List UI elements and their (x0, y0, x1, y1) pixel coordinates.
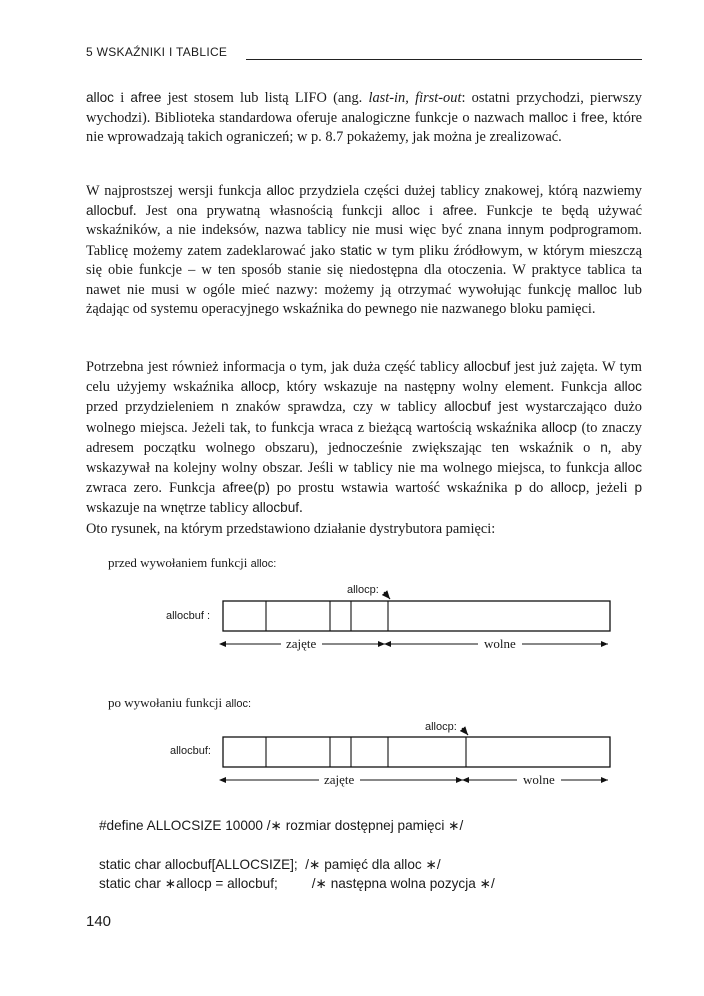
diagram-after-buffer-label: allocbuf: (170, 745, 211, 757)
inline-code: allocbuf (252, 500, 300, 516)
code-line-allocp: static char ∗allocp = allocbuf; /∗ następna wolna pozycja ∗/ (99, 876, 495, 891)
before-buffer-box (223, 601, 610, 631)
diagram-before-pointer-label: allocp: (347, 584, 379, 596)
diagram-after (223, 728, 610, 780)
inline-code: p (514, 480, 523, 496)
diagram-before (223, 592, 610, 644)
inline-code: afree (442, 203, 474, 219)
inline-code: allocp (240, 379, 277, 395)
diagram-after-used-label: zajęte (324, 772, 355, 787)
diagram-before-free-label: wolne (481, 636, 519, 652)
inline-code: alloc (86, 90, 114, 105)
diagram-after-pointer-label: allocp: (425, 721, 457, 733)
paragraph-3: Potrzebna jest również informacja o tym, jak duża część tablicy allocbuf jest już zajęta. W tym celu użyjemy wskaźnika allocp, który wskazuje na następny wolny element. Funkcja alloc przed przydzieleniem n znaków sprawdza, czy w tablicy allocbuf jest wystarczająco dużo wolnego miejsca. Jeżeli tak, to funkcja wraca z bieżącą wartością wskaźnika allocp (to znaczy adresem początku wolnego obszaru), jednocześnie zwiększając ten wskaźnik o n, aby wskazywał na kolejny wolny obszar. Jeśli w tablicy nie ma wolnego miejsca, to funkcja alloc zwraca zero. Funkcja afree(p) po prostu wstawia wartość wskaźnika p do allocp, jeżeli p wskazuje na wnętrze tablicy allocbuf. (86, 359, 643, 517)
code-line-define: #define ALLOCSIZE 10000 /∗ rozmiar dostępnej pamięci ∗/ (99, 818, 464, 833)
chapter-title: 5 WSKAŹNIKI I TABLICE (86, 45, 228, 59)
inline-code: allocp (541, 419, 577, 435)
inline-code: static (340, 242, 372, 258)
diagram-after-free-label: wolne (520, 772, 558, 788)
inline-code: alloc (614, 379, 642, 395)
inline-code: alloc (391, 203, 420, 219)
inline-code: allocbuf (444, 399, 491, 415)
paragraph-1: alloc i afree jest stosem lub listą LIFO (ang. last-in, first-out: ostatni przychodzi, pierwszy wychodzi). Biblioteka standardowa oferuje analogiczne funkcje o nazwach malloc i free, które nie wprowadzają takich ograniczeń; w p. 8.7 pokażemy, jak można je zrealizować. (86, 90, 643, 146)
paragraph-4: Oto rysunek, na którym przedstawiono działanie dystrybutora pamięci: (86, 521, 496, 537)
inline-code: allocbuf (86, 203, 133, 219)
paragraph-2: W najprostszej wersji funkcja alloc przydziela części dużej tablicy znakowej, którą nazwiemy allocbuf. Jest ona prywatną własnością funkcji alloc i afree. Funkcje te będą używać wskaźników, a nie indeksów, nazwa tablicy nie musi więc być znana innym podprogramom. Tablicę możemy zatem zadeklarować jako static w tym pliku źródłowym, w którym mieszczą się obie funkcje – w ten sposób stanie się niedostępna dla otoczenia. W praktyce tablica ta nawet nie musi w ogóle mieć nazwy: możemy ją otrzymać wywołując funkcję malloc lub żądając od systemu operacyjnego wskaźnika do pewnego nie nazwanego bloku pamięci. (86, 183, 642, 318)
inline-code: n (600, 439, 608, 455)
page-number: 140 (86, 913, 112, 930)
inline-code: alloc (266, 183, 295, 198)
code-line-allocbuf: static char allocbuf[ALLOCSIZE]; /∗ pamięć dla alloc ∗/ (99, 857, 441, 872)
inline-code: n (221, 399, 229, 415)
after-pointer-arrow (462, 728, 468, 735)
diagram-before-caption: przed wywołaniem funkcji alloc: (108, 555, 277, 570)
inline-code: alloc (614, 460, 642, 476)
diagram-before-buffer-label: allocbuf : (166, 610, 211, 622)
before-pointer-arrow (384, 592, 390, 599)
inline-code: p (634, 480, 643, 496)
inline-code: allocbuf (463, 359, 511, 374)
diagram-after-caption: po wywołaniu funkcji alloc: (108, 695, 252, 710)
inline-code: malloc (577, 282, 617, 298)
after-buffer-box (223, 737, 610, 767)
inline-code: free (580, 110, 605, 126)
diagram-before-used-label: zajęte (286, 636, 317, 651)
emphasis: last-in, first-out (368, 90, 462, 106)
inline-code: afree (130, 90, 162, 105)
inline-code: allocp (550, 480, 586, 496)
inline-code: afree(p) (222, 480, 270, 496)
inline-code: malloc (528, 110, 569, 126)
